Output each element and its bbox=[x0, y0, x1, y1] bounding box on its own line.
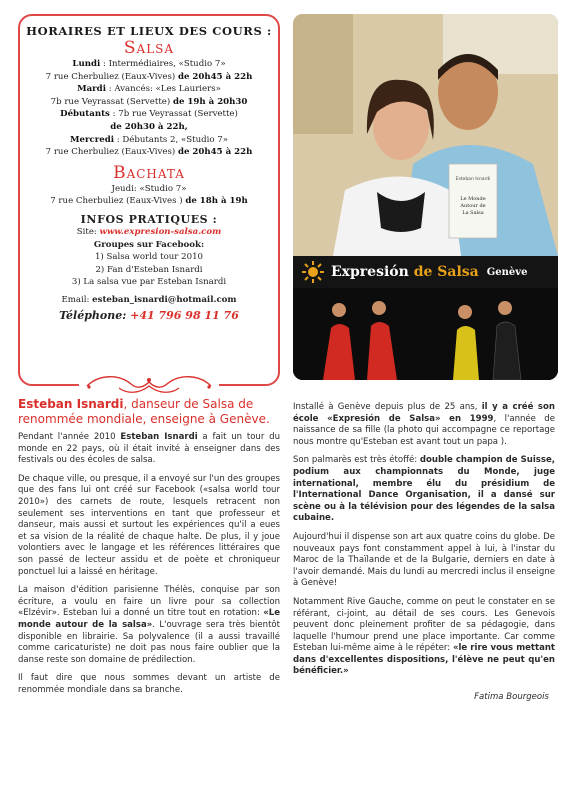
emphasis-text: Esteban Isnardi bbox=[120, 432, 198, 442]
article-headline bbox=[18, 397, 280, 426]
school-name bbox=[331, 264, 479, 280]
school-city: Genève bbox=[486, 266, 528, 278]
school-banner bbox=[293, 256, 558, 288]
emphasis-text: double champion de Suisse, podium aux championnats du Monde, juge international, membre élu du présidium de l'International Dance Organisation, il a dansé sur scène ou à la télévision pour des légendes de la salsa cubaine. bbox=[293, 455, 556, 524]
right-paragraphs bbox=[293, 402, 555, 678]
phone-label: Téléphone: bbox=[59, 308, 131, 322]
facebook-label: Groupes sur Facebook: bbox=[93, 239, 205, 250]
schedule-text: 7 rue Cherbuliez (Eaux-Vives) bbox=[45, 147, 178, 158]
schedule-strong: Débutants bbox=[60, 109, 110, 120]
salsa-schedule bbox=[26, 58, 272, 159]
schedule-strong: Mercredi bbox=[69, 134, 114, 145]
left-paragraphs bbox=[18, 432, 280, 696]
schedule-strong: de 20h30 à 22h, bbox=[110, 121, 188, 132]
body-text: De chaque ville, ou presque, il a envoyé sur l'un des groupes que des fans lui ont créé sur Facebook («salsa world tour 2010») des carnets de route, lesquels retracent non seulement ses interventions en tant que professeur et danseur, mais aussi et surtout les expériences qu'il a eues et sa vision de la réalité de chaque halte. De plus, il y joue volontiers avec le langage et les références littéraires que son passé de lecteur assidu et de poète et chroniqueur ponctuel lui a laissé en héritage. bbox=[18, 473, 280, 577]
email-label: Email: bbox=[61, 294, 93, 305]
school-name-b: de Salsa bbox=[413, 264, 479, 280]
bachata-schedule bbox=[26, 183, 272, 208]
schedule-strong: de 19h à 20h30 bbox=[172, 96, 248, 107]
schedule-line bbox=[26, 134, 272, 147]
body-text: Notamment Rive Gauche, comme on peut le constater en se référant, ci-joint, au détail de ses cours. Les Genevois peuvent donc pleinement profiter de sa pédagogie, dans laquelle l'humour prend une place importante. Car comme Esteban lui-même aime à le répéter: bbox=[293, 596, 555, 654]
schedule-strong: de 20h45 à 22h bbox=[177, 147, 253, 158]
body-text: La maison d'édition parisienne Thélès, conquise par son écriture, a voulu en faire un livre pour sa collection «Elzévir». Esteban lui a donné un titre tout en rotation: bbox=[18, 585, 280, 619]
schedule-text: : Débutants 2, «Studio 7» bbox=[113, 134, 229, 145]
school-name-a: Expresión bbox=[331, 264, 414, 280]
flourish-ornament-icon bbox=[79, 372, 219, 398]
schedule-strong: de 18h à 19h bbox=[185, 196, 248, 207]
schedule-strong: de 20h45 à 22h bbox=[177, 71, 253, 82]
article-paragraph bbox=[18, 474, 280, 578]
schedule-line bbox=[26, 58, 272, 71]
schedule-text: 7 rue Cherbuliez (Eaux-Vives ) bbox=[50, 196, 186, 207]
schedule-text: 7 rue Cherbuliez (Eaux-Vives) bbox=[45, 71, 178, 82]
phone-line bbox=[26, 310, 272, 323]
phone-number[interactable]: +41 796 98 11 76 bbox=[130, 308, 239, 322]
schedule-text: : Intermédiaires, «Studio 7» bbox=[100, 59, 226, 69]
dancers-illustration bbox=[293, 288, 558, 380]
schedule-strong: Mardi bbox=[77, 84, 106, 95]
article-right-column bbox=[293, 402, 555, 704]
book-title-1: Le Monde bbox=[460, 196, 486, 202]
family-photo-illustration bbox=[293, 14, 558, 256]
emphasis-text: «Le monde autour de la salsa» bbox=[18, 608, 280, 630]
schedule-line bbox=[26, 83, 272, 96]
facebook-group[interactable]: 2) Fan d'Esteban Isnardi bbox=[95, 264, 203, 275]
schedule-line bbox=[26, 146, 272, 159]
schedule-line bbox=[26, 108, 272, 121]
schedule-text: 7b rue Veyrassat (Servette) bbox=[50, 96, 173, 107]
facebook-group[interactable]: 1) Salsa world tour 2010 bbox=[94, 252, 204, 263]
emphasis-text: il y a créé son école «Expresión de Salsa» en 1999 bbox=[293, 402, 555, 424]
article-paragraph bbox=[18, 585, 280, 666]
bachata-heading: Bachata bbox=[113, 162, 185, 183]
infos-title: INFOS PRATIQUES : bbox=[80, 212, 218, 226]
schedule-box bbox=[18, 14, 280, 386]
article-paragraph bbox=[293, 455, 555, 525]
facebook-groups bbox=[26, 251, 272, 289]
schedule-line bbox=[26, 71, 272, 84]
book-title-2: Autour de bbox=[460, 203, 486, 209]
schedule-line bbox=[26, 183, 272, 196]
site-line bbox=[26, 226, 272, 239]
schedule-line bbox=[26, 121, 272, 134]
article-paragraph bbox=[293, 402, 555, 448]
book-author: Esteban Isnardi bbox=[455, 177, 491, 182]
article-paragraph bbox=[18, 432, 280, 467]
email-line bbox=[26, 294, 272, 307]
schedule-strong: Lundi bbox=[72, 59, 101, 69]
emphasis-text: «le rire vous mettant dans d'excellentes dispositions, l'élève ne peut qu'en bénéficier.» bbox=[293, 643, 556, 677]
schedule-line bbox=[26, 96, 272, 109]
body-text: Il faut dire que nous sommes devant un artiste de renommée mondiale dans sa branche. bbox=[18, 673, 280, 695]
site-link[interactable]: www.expresion-salsa.com bbox=[99, 226, 222, 237]
photo-panel bbox=[293, 14, 558, 380]
schedule-line bbox=[26, 195, 272, 208]
dancers-photos bbox=[293, 288, 558, 380]
body-text: a fait un tour du monde en 22 pays, où il était invité à enseigner dans des festivals ou des écoles de salsa. bbox=[18, 432, 280, 466]
body-text: Son palmarès est très étoffé: bbox=[293, 455, 420, 466]
salsa-heading: Salsa bbox=[123, 38, 175, 58]
body-text: Aujourd'hui il dispense son art aux quatre coins du globe. De nouveaux pays font constamment appel à lui, à l'instar du Maroc de la Thaïlande et de la Bulgarie, derniers en date à l'avoir demandé. Mais du lundi au mercredi inclus il enseigne à Genève! bbox=[293, 531, 555, 589]
body-text: , l'année de naissance de sa fille (la photo qui accompagne ce reportage nous montre qu'Esteban est avant tout un papa ). bbox=[293, 413, 555, 447]
author-signature: Fatima Bourgeois bbox=[474, 692, 549, 703]
facebook-group[interactable]: 3) La salsa vue par Esteban Isnardi bbox=[71, 277, 227, 288]
article-left-column bbox=[18, 397, 280, 703]
family-photo bbox=[293, 14, 558, 256]
site-label: Site: bbox=[76, 226, 100, 237]
email-link[interactable]: esteban_isnardi@hotmail.com bbox=[92, 294, 237, 305]
schedule-title: HORAIRES ET LIEUX DES COURS : bbox=[26, 24, 272, 38]
article-paragraph bbox=[18, 673, 280, 696]
schedule-text: : Avancés: «Les Lauriers» bbox=[105, 84, 221, 95]
body-text: Pendant l'année 2010 bbox=[18, 432, 121, 442]
body-text: . L'ouvrage sera très bientôt disponible en librairie. Sa polyvalence (il a aussi travaillé comme caricaturiste) ne doit pas nous faire oublier que la danse reste son domaine de prédilection. bbox=[18, 619, 280, 665]
headline-rest: , danseur de Salsa de renommée mondiale, enseigne à Genève. bbox=[18, 397, 270, 426]
article-paragraph bbox=[293, 532, 555, 590]
schedule-text: : 7b rue Veyrassat (Servette) bbox=[109, 109, 238, 120]
schedule-text: Jeudi: «Studio 7» bbox=[111, 183, 187, 194]
body-text: Installé à Genève depuis plus de 25 ans, bbox=[293, 402, 482, 412]
article-paragraph bbox=[293, 597, 555, 678]
headline-name: Esteban Isnardi bbox=[18, 397, 124, 411]
sun-logo-icon bbox=[301, 260, 325, 284]
book-title-3: La Salsa bbox=[462, 210, 484, 216]
